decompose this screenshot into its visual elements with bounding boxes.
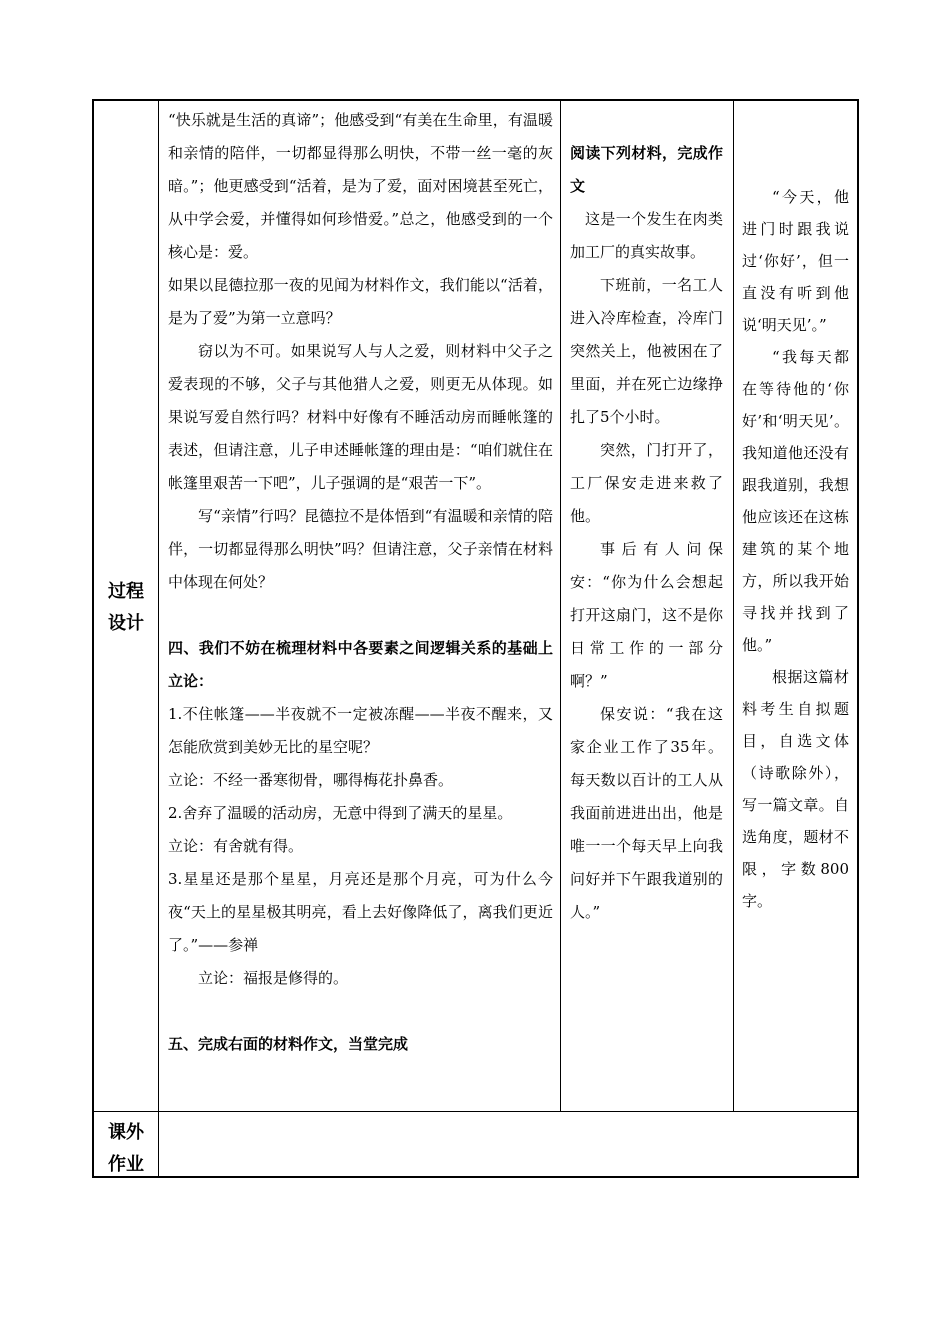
material-paragraph: 突然，门打开了，工厂保安走进来救了他。 <box>570 441 723 525</box>
argument-thesis: 立论：不经一番寒彻骨，哪得梅花扑鼻香。 <box>168 771 454 789</box>
argument-item: 2.舍弃了温暖的活动房，无意中得到了满天的星星。 <box>168 804 513 822</box>
section-heading: 四、我们不妨在梳理材料中各要素之间逻辑关系的基础上立论： <box>168 639 553 690</box>
table-bottom-border <box>92 1176 859 1178</box>
material-body <box>570 137 723 929</box>
argument-thesis: 立论：福报是修得的。 <box>198 969 349 987</box>
material-column-divider <box>560 99 561 1112</box>
table-top-border <box>92 99 859 101</box>
lesson-paragraph: 写“亲情”行吗？昆德拉不是体悟到“有温暖和亲情的陪伴，一切都显得那么明快”吗？但请注意，父子亲情在材料中体现在何处？ <box>168 507 553 591</box>
lesson-paragraph: 如果以昆德拉那一夜的见闻为材料作文，我们能以“活着，是为了爱”为第一立意吗？ <box>168 276 553 327</box>
lesson-paragraph: 窃以为不可。如果说写人与人之爱，则材料中父子之爱表现的不够，父子与其他猎人之爱，则更无从体现。如果说写爱自然行吗？材料中好像有不睡活动房而睡帐篷的表述，但请注意，儿子申述睡帐篷的理由是：“咱们就住在帐篷里艰苦一下吧”，儿子强调的是“艰苦一下”。 <box>168 342 553 492</box>
argument-thesis: 立论：有舍就有得。 <box>168 837 304 855</box>
continuation-column-divider <box>733 99 734 1112</box>
continuation-body <box>742 181 849 917</box>
label-column-divider <box>158 99 159 1178</box>
continuation-paragraph: 根据这篇材料考生自拟题目，自选文体（诗歌除外），写一篇文章。自选角度，题材不限，字数800字。 <box>742 668 849 910</box>
continuation-paragraph: “我每天都在等待他的‘你好’和‘明天见’。我知道他还没有跟我道别，我想他应该还在这栋建筑的某个地方，所以我开始寻找并找到了他。” <box>742 348 849 654</box>
material-paragraph: 下班前，一名工人进入冷库检查，冷库门突然关上，他被困在了里面，并在死亡边缘挣扎了5个小时。 <box>570 276 723 426</box>
material-heading: 阅读下列材料，完成作文 <box>570 144 723 195</box>
row-divider <box>92 1111 859 1112</box>
material-paragraph: 事后有人问保安：“你为什么会想起打开这扇门，这不是你日常工作的一部分啊？” <box>570 540 723 690</box>
process-design-label: 过程设计 <box>108 581 144 634</box>
table-left-border <box>92 99 94 1178</box>
argument-item: 3.星星还是那个星星，月亮还是那个月亮，可为什么今夜“天上的星星极其明亮，看上去好像降低了，离我们更近了。”——参禅 <box>168 870 553 954</box>
material-paragraph: 保安说：“我在这家企业工作了35年。每天数以百计的工人从我面前进进出出，他是唯一一个每天早上向我问好并下午跟我道别的人。” <box>570 705 723 921</box>
blank-line <box>168 599 553 632</box>
material-paragraph: 这是一个发生在肉类加工厂的真实故事。 <box>570 210 723 261</box>
argument-item: 1.不住帐篷——半夜就不一定被冻醒——半夜不醒来，又怎能欣赏到美妙无比的星空呢？ <box>168 705 553 756</box>
continuation-paragraph: “今天，他进门时跟我说过‘你好’，但一直没有听到他说‘明天见’。” <box>742 188 849 334</box>
homework-label: 课外作业 <box>108 1122 144 1175</box>
blank-line <box>168 995 553 1028</box>
table-right-border <box>857 99 859 1178</box>
lesson-paragraph: “快乐就是生活的真谛”；他感受到“有美在生命里，有温暖和亲情的陪伴，一切都显得那么明快，不带一丝一毫的灰暗。”；他更感受到“活着，是为了爱，面对困境甚至死亡，从中学会爱，并懂得如何珍惜爱。”总之，他感受到的一个核心是：爱。 <box>168 111 553 261</box>
section-heading: 五、完成右面的材料作文，当堂完成 <box>168 1035 409 1053</box>
lesson-body <box>168 104 553 1061</box>
